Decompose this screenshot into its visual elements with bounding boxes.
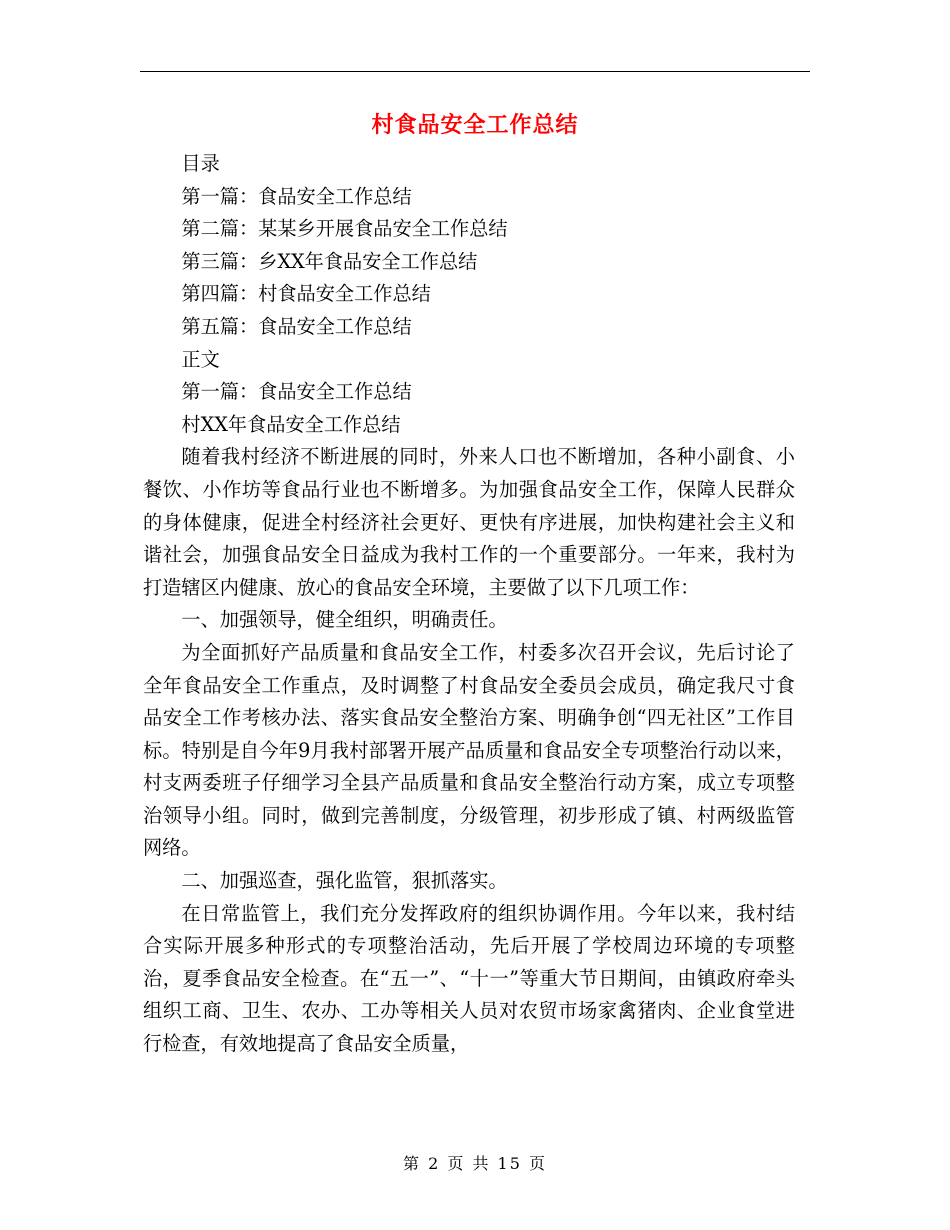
toc-item: 第四篇：村食品安全工作总结 bbox=[181, 282, 431, 306]
section-subtitle: 村XX年食品安全工作总结 bbox=[181, 412, 401, 436]
body-paragraph: 为全面抓好产品质量和食品安全工作，村委多次召开会议，先后讨论了全年食品安全工作重点，及时调整了村食品安全委员会成员，确定我尺寸食品安全工作考核办法、落实食品安全整治方案、明确争创“四无社区”工作目标。特别是自今年9月我村部署开展产品质量和食品安全专项整治行动以来，村支两委班子仔细学习全县产品质量和食品安全整治行动方案，成立专项整治领导小组。同时，做到完善制度，分级管理，初步形成了镇、村两级监管网络。 bbox=[143, 640, 795, 860]
toc-item: 第二篇：某某乡开展食品安全工作总结 bbox=[181, 217, 508, 241]
section-heading: 二、加强巡查，强化监管，狠抓落实。 bbox=[181, 869, 508, 893]
section-heading: 一、加强领导，健全组织，明确责任。 bbox=[181, 608, 508, 632]
toc-item: 第五篇：食品安全工作总结 bbox=[181, 314, 412, 338]
body-heading: 正文 bbox=[181, 347, 220, 371]
toc-item: 第一篇：食品安全工作总结 bbox=[181, 184, 412, 208]
header-rule bbox=[140, 71, 810, 72]
document-body bbox=[143, 148, 795, 1061]
toc-heading: 目录 bbox=[181, 152, 220, 175]
document-title: 村食品安全工作总结 bbox=[371, 113, 579, 138]
body-paragraph: 随着我村经济不断进展的同时，外来人口也不断增加，各种小副食、小餐饮、小作坊等食品行业也不断增多。为加强食品安全工作，保障人民群众的身体健康，促进全村经济社会更好、更快有序进展，加快构建社会主义和谐社会，加强食品安全日益成为我村工作的一个重要部分。一年来，我村为打造辖区内健康、放心的食品安全环境，主要做了以下几项工作： bbox=[143, 445, 795, 599]
toc-item: 第三篇：乡XX年食品安全工作总结 bbox=[181, 249, 478, 273]
page-number: 第 2 页 共 15 页 bbox=[403, 1154, 547, 1173]
section-title: 第一篇：食品安全工作总结 bbox=[181, 380, 412, 404]
body-paragraph: 在日常监管上，我们充分发挥政府的组织协调作用。今年以来，我村结合实际开展多种形式的专项整治活动，先后开展了学校周边环境的专项整治，夏季食品安全检查。在“五一”、“十一”等重大节日期间，由镇政府牵头组织工商、卫生、农办、工办等相关人员对农贸市场家禽猪肉、企业食堂进行检查，有效地提高了食品安全质量， bbox=[143, 901, 795, 1056]
